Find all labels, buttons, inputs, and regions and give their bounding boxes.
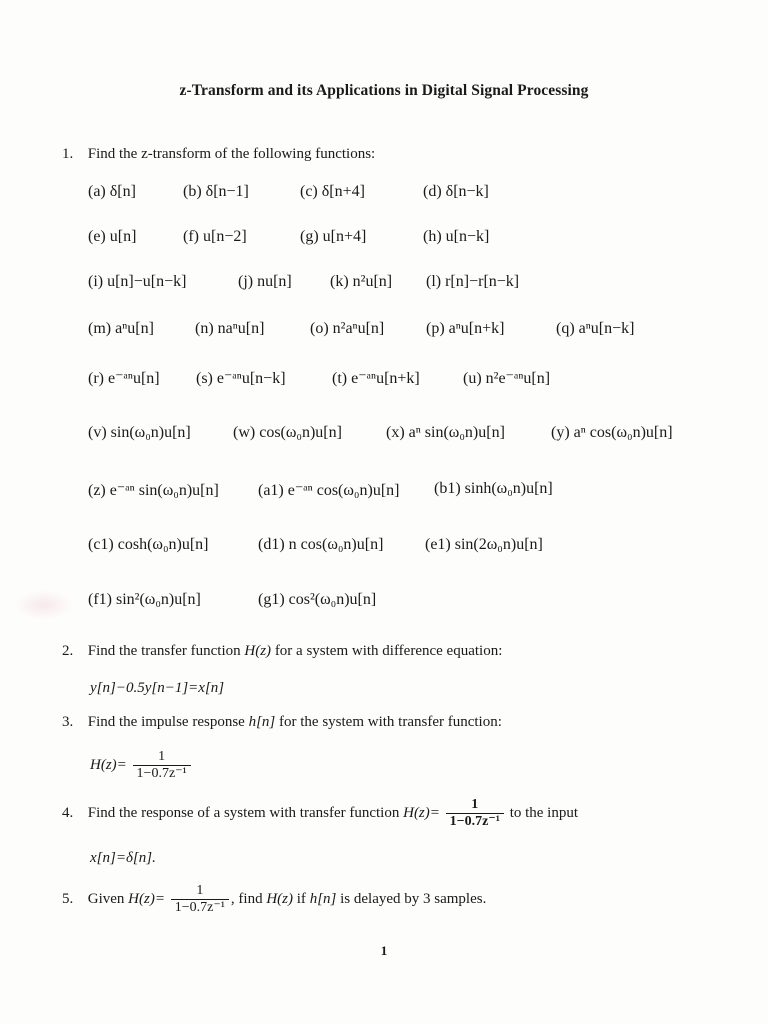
question-text: if (296, 891, 306, 908)
list-item: (f) u[n−2] (183, 228, 247, 245)
equation-lhs: H(z)= (128, 891, 165, 908)
page-number: 1 (380, 943, 388, 958)
list-item: (q) aⁿu[n−k] (556, 320, 635, 337)
list-item: (t) e⁻ᵃⁿu[n+k] (332, 370, 420, 387)
fraction (171, 884, 229, 915)
question-number: 3. (62, 714, 74, 730)
fraction-denominator: 1−0.7z⁻¹ (133, 765, 191, 782)
question-4 (62, 798, 578, 829)
impulse-response-symbol: h[n] (248, 714, 276, 730)
question-5 (62, 884, 486, 915)
page-title: z-Transform and its Applications in Digital Signal Processing (179, 82, 589, 99)
list-item: (z) e⁻ᵃⁿ sin(ω₀n)u[n] (88, 482, 219, 499)
list-item: (s) e⁻ᵃⁿu[n−k] (196, 370, 286, 387)
list-item: (u) n²e⁻ᵃⁿu[n] (463, 370, 551, 387)
list-item: (a) δ[n] (88, 183, 136, 200)
list-item: (c1) cosh(ω₀n)u[n] (88, 536, 209, 553)
fraction-numerator: 1 (471, 797, 479, 812)
list-item: (d1) n cos(ω₀n)u[n] (258, 536, 384, 553)
list-item: (x) aⁿ sin(ω₀n)u[n] (386, 424, 505, 441)
list-item: (a1) e⁻ᵃⁿ cos(ω₀n)u[n] (258, 482, 400, 499)
list-item: (c) δ[n+4] (300, 183, 365, 200)
list-item: (m) aⁿu[n] (88, 320, 154, 337)
punctuation-comma: , (230, 891, 235, 908)
question-text: Find the impulse response (87, 714, 245, 730)
input-signal: x[n]=δ[n]. (90, 850, 156, 866)
question-text: find (238, 891, 263, 908)
question-text: Find the response of a system with transfer function (87, 805, 400, 822)
list-item: (f1) sin²(ω₀n)u[n] (88, 591, 201, 608)
list-item: (g) u[n+4] (300, 228, 367, 245)
paper-smudge (14, 590, 74, 620)
list-item: (b1) sinh(ω₀n)u[n] (434, 480, 553, 497)
list-item: (k) n²u[n] (330, 273, 393, 290)
list-item: (e1) sin(2ω₀n)u[n] (425, 536, 543, 553)
list-item: (o) n²aⁿu[n] (310, 320, 385, 337)
impulse-response-symbol: h[n] (309, 891, 337, 908)
list-item: (y) aⁿ cos(ω₀n)u[n] (551, 424, 673, 441)
list-item: (v) sin(ω₀n)u[n] (88, 424, 191, 441)
list-item: (e) u[n] (88, 228, 137, 245)
fraction-numerator: 1 (158, 749, 166, 764)
question-text: Find the transfer function (87, 643, 241, 659)
list-item: (b) δ[n−1] (183, 183, 249, 200)
transfer-function-symbol: H(z) (244, 643, 272, 659)
difference-equation: y[n]−0.5y[n−1]=x[n] (90, 680, 225, 696)
fraction-denominator: 1−0.7z⁻¹ (171, 899, 229, 916)
fraction (133, 750, 191, 781)
list-item: (w) cos(ω₀n)u[n] (233, 424, 342, 441)
question-number: 2. (62, 643, 74, 659)
equation-lhs: H(z)= (403, 805, 440, 822)
question-text: is delayed by 3 samples. (340, 891, 487, 908)
list-item: (l) r[n]−r[n−k] (426, 273, 520, 290)
question-3 (62, 714, 502, 731)
question-number: 4. (62, 805, 74, 822)
question-text: to the input (509, 805, 579, 822)
fraction-numerator: 1 (196, 883, 204, 898)
fraction (446, 798, 504, 829)
list-item: (i) u[n]−u[n−k] (88, 273, 187, 290)
equation-lhs: H(z)= (90, 757, 127, 774)
list-item: (d) δ[n−k] (423, 183, 489, 200)
list-item: (h) u[n−k] (423, 228, 490, 245)
question-text: Given (87, 891, 125, 908)
list-item: (g1) cos²(ω₀n)u[n] (258, 591, 377, 608)
q3-transfer-function (90, 750, 193, 781)
fraction-denominator: 1−0.7z⁻¹ (446, 813, 504, 830)
question-text: for the system with transfer function: (279, 714, 502, 730)
question-text: Find the z-transform of the following functions: (87, 146, 376, 162)
question-1 (62, 146, 375, 163)
list-item: (n) naⁿu[n] (195, 320, 265, 337)
question-number: 5. (62, 891, 74, 908)
question-text: for a system with difference equation: (274, 643, 503, 659)
list-item: (j) nu[n] (238, 273, 292, 290)
question-2 (62, 643, 502, 660)
list-item: (r) e⁻ᵃⁿu[n] (88, 370, 160, 387)
list-item: (p) aⁿu[n+k] (426, 320, 505, 337)
transfer-function-symbol: H(z) (266, 891, 294, 908)
question-number: 1. (62, 146, 74, 162)
